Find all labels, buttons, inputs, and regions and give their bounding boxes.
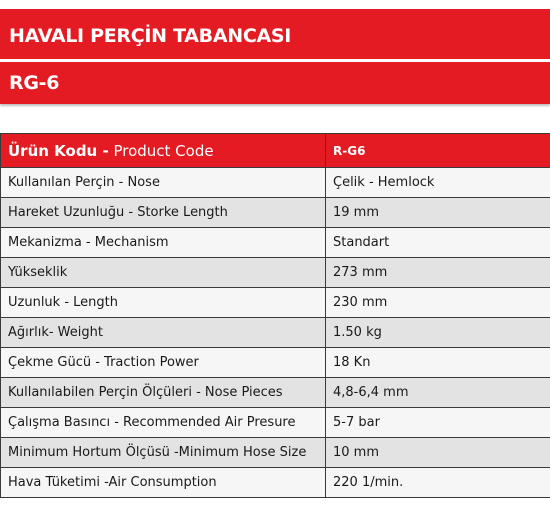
spec-value: 10 mm: [326, 438, 550, 468]
table-row: [1, 168, 550, 198]
header-label-tr: Ürün Kodu -: [8, 141, 109, 160]
spec-label: Kullanılan Perçin - Nose: [1, 168, 326, 198]
spec-value: 230 mm: [326, 288, 550, 318]
table-row: [1, 468, 550, 498]
table-row: [1, 258, 550, 288]
model-banner: [0, 62, 550, 104]
spec-table: [0, 133, 550, 498]
spec-value: 4,8-6,4 mm: [326, 378, 550, 408]
spec-value: 19 mm: [326, 198, 550, 228]
product-title-banner: [0, 9, 550, 59]
spec-label: Çalışma Basıncı - Recommended Air Presure: [1, 408, 326, 438]
table-row: [1, 378, 550, 408]
spec-label: Ağırlık- Weight: [1, 318, 326, 348]
spec-value: Çelik - Hemlock: [326, 168, 550, 198]
spec-value: 5-7 bar: [326, 408, 550, 438]
table-row: [1, 438, 550, 468]
table-row: [1, 348, 550, 378]
spec-label: Hareket Uzunluğu - Storke Length: [1, 198, 326, 228]
spec-value: 1.50 kg: [326, 318, 550, 348]
spec-label: Kullanılabilen Perçin Ölçüleri - Nose Pieces: [1, 378, 326, 408]
spec-label: Uzunluk - Length: [1, 288, 326, 318]
spec-label: Minimum Hortum Ölçüsü -Minimum Hose Size: [1, 438, 326, 468]
table-row: [1, 228, 550, 258]
spec-label: Hava Tüketimi -Air Consumption: [1, 468, 326, 498]
header-label-cell: [1, 134, 326, 168]
header-label-en: Product Code: [108, 141, 214, 160]
spec-label: Çekme Gücü - Traction Power: [1, 348, 326, 378]
table-row: [1, 198, 550, 228]
spec-value: Standart: [326, 228, 550, 258]
table-row: [1, 318, 550, 348]
spec-value: 220 1/min.: [326, 468, 550, 498]
spec-label: Mekanizma - Mechanism: [1, 228, 326, 258]
spec-value: 18 Kn: [326, 348, 550, 378]
header-value-cell: R-G6: [326, 134, 550, 168]
table-header-row: [1, 134, 550, 168]
spec-value: 273 mm: [326, 258, 550, 288]
table-row: [1, 288, 550, 318]
table-row: [1, 408, 550, 438]
product-title: HAVALI PERÇİN TABANCASI: [9, 25, 292, 47]
model-code: RG-6: [9, 72, 60, 94]
spec-label: Yükseklik: [1, 258, 326, 288]
